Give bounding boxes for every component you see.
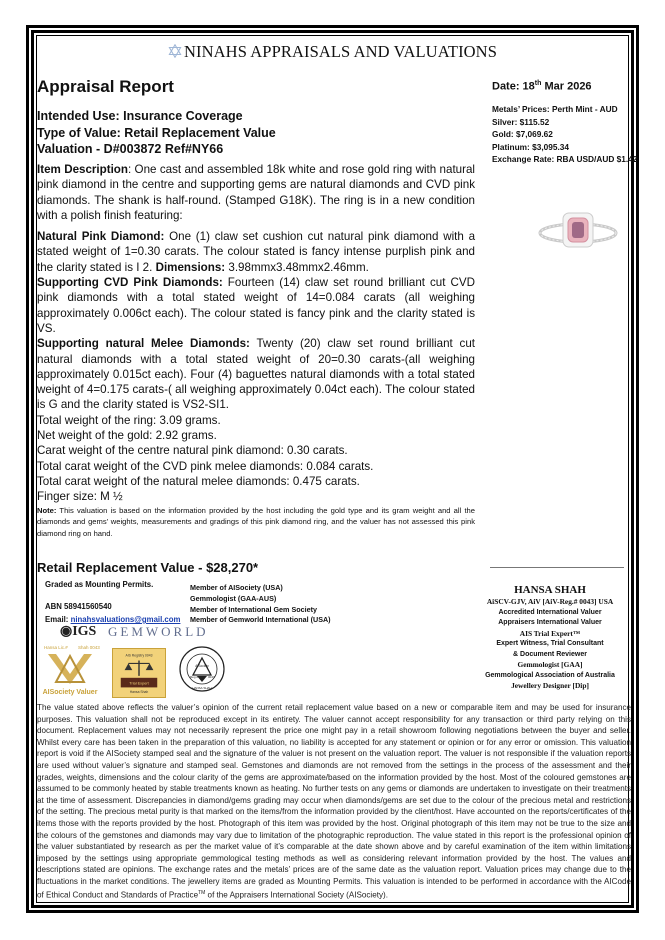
net-gold-weight: Net weight of the gold: 2.92 grams. (37, 429, 217, 443)
brand-name: NINAHS APPRAISALS AND VALUATIONS (184, 42, 497, 61)
membership-item: Member of Gemworld International (USA) (190, 615, 331, 625)
valuer-credentials: AiSCV-GJV, AiV [AiV-Reg.# 0043] USA (486, 597, 614, 606)
metals-prices (492, 103, 637, 166)
membership-item: Gemmologist (GAA-AUS) (190, 593, 277, 603)
gold-price: Gold: $7,069.62 (492, 129, 553, 140)
item-description-para: Item Description: One cast and assembled 18k white and rose gold ring with natural pink diamond in the centre and supporting gems are natural diamonds and CVD pink diamonds. The shank is half-round. (Stamped G18K). The ring is in a new condition with a polish finish featuring: (37, 163, 476, 222)
centre-diamond-weight: Carat weight of the centre natural pink diamond: 0.30 carats. (37, 444, 348, 458)
aisociety-valuer-badge (40, 642, 100, 700)
igs-logo: ◉IGS (60, 624, 97, 639)
intended-use: Intended Use: Insurance Coverage (37, 109, 243, 123)
membership-item: Member of AISociety (USA) (190, 583, 283, 592)
svg-text:AISociety: AISociety (195, 664, 209, 668)
metals-heading: Metals’ Prices: Perth Mint - AUD (492, 104, 618, 114)
date-month-year: Mar 2026 (541, 80, 592, 93)
retail-replacement-value: Retail Replacement Value - $28,270* (37, 560, 259, 575)
type-of-value: Type of Value: Retail Replacement Value (37, 125, 276, 140)
date-day: Date: 18 (492, 80, 535, 93)
note: Note: This valuation is based on the information provided by the host including the gold type and its gram weight and all the diamonds and gems’ weights, measurements and gradings of this pink diamond ring, and the valuer has not assessed this pink diamond ring on hand. (37, 505, 475, 538)
svg-text:AIS Registry 0043: AIS Registry 0043 (125, 653, 153, 658)
brand-header (0, 42, 665, 62)
igs-globe-icon: ◉ (60, 624, 73, 639)
valuer-title: & Document Reviewer (513, 650, 587, 658)
membership-item: Member of International Gem Society (190, 604, 318, 614)
abn-number: ABN 58941560540 (45, 602, 112, 611)
memberships (190, 583, 331, 626)
valuer-title: AIS Trial Expert™ (519, 628, 581, 638)
badge-text: Hansa Lic.# (44, 645, 68, 650)
item-description (37, 162, 475, 539)
report-date (492, 80, 592, 93)
valuation-ref: Valuation - D#003872 Ref#NY66 (37, 142, 224, 156)
valuer-title: Accredited International Valuer (498, 608, 602, 616)
graded-as: Graded as Mounting Permits. (45, 580, 154, 589)
melee-diamonds-para: Supporting natural Melee Diamonds: Twenty (20) claw set round brilliant cut natural diamonds with a total stated weight of 20=0.30 carats-(all weighing approximately 0.015ct each). Four (4) baguettes natural diamonds with a total stated weight of 4=0.175 carats-( all weighing approximately 0.04ct each). The colour stated is G and the clarity stated is VS2-SI1. (37, 337, 475, 412)
valuer-title: Gemmological Association of Australia (485, 671, 615, 679)
svg-text:Reg #: Reg # (190, 675, 199, 679)
exchange-rate: Exchange Rate: RBA USD/AUD $1.42 (492, 154, 638, 165)
badge-text: AISociety Valuer (42, 689, 98, 696)
cvd-diamonds-para: Supporting CVD Pink Diamonds: Fourteen (14) claw set round brilliant cut CVD pink diamonds with a total stated weight of 14=0.084 carats (all weighing approximately 0.006ct each). The colour stated is fancy pink and the clarity stated is VS. (37, 276, 475, 335)
svg-text:HANSA SHAH: HANSA SHAH (192, 686, 212, 690)
report-meta (37, 108, 276, 158)
natural-pink-diamond-para: Natural Pink Diamond: One (1) claw set cushion cut natural pink diamond with a stated weight of 1=0.30 carats. The colour stated is fancy intense purplish pink and the clarity stated is I 2. Dimensions: 3.98mmx3.48mmx2.46mm. (37, 230, 476, 274)
email-line: Email: ninahsvaluations@gmail.com (45, 615, 181, 624)
valuer-name: HANSA SHAH (514, 584, 586, 596)
svg-text:Hansa Shah: Hansa Shah (129, 690, 149, 695)
date-ordinal: th (534, 80, 542, 87)
trial-expert-badge (112, 648, 166, 698)
ring-photo (528, 195, 628, 265)
svg-text:0043: 0043 (208, 675, 215, 679)
platinum-price: Platinum: $3,095.34 (492, 141, 570, 152)
cvd-melee-weight: Total carat weight of the CVD pink melee diamonds: 0.084 carats. (37, 459, 374, 473)
trademark-mark: TM (198, 889, 206, 896)
signature-line (490, 567, 624, 568)
email-link[interactable]: ninahsvaluations@gmail.com (70, 615, 181, 624)
valuer-title: Appraisers International Valuer (498, 619, 602, 626)
svg-text:Trial Expert: Trial Expert (129, 681, 149, 686)
finger-size: Finger size: M ½ (37, 490, 123, 504)
star-of-david-icon (168, 44, 182, 58)
badge-text: Shah 0043 (78, 645, 100, 650)
valuer-title: Gemmologist [GAA] (517, 660, 583, 669)
page-title: Appraisal Report (37, 77, 174, 96)
total-ring-weight: Total weight of the ring: 3.09 grams. (37, 413, 221, 427)
natural-melee-weight: Total carat weight of the natural melee diamonds: 0.475 carats. (37, 474, 360, 488)
scales-of-justice-icon (113, 649, 165, 697)
disclaimer: The value stated above reflects the valuer’s opinion of the current retail replacement value based on a new or comparable item and may be used for insurance purposes. This valuation shall not be reproduced except in its entirety. The valuer cannot accept responsibility for any transaction or third party relying on this document. Replacement values may not necessarily represent the price one might pay in a retail showroom following negotiations between the buyer and seller. Whilst every care has been taken in the preparation of this valuation, no liability is accepted for any statement or opinion or for any error or omission. This valuation report is void if the AISociety stamped seal and the signature of the valuer is not present on the valuation report. The valuer is not responsible if the valuation reports are used without valuer’s signature and stamped seal. Gemstones and diamonds are not removed from the settings in the process of the assessment and their grades, weights, dimensions and the colour clarity of the gems are approximate/based on the information provided by the host. Most of the coloured gemstones are assumed to be commonly heated by stable treatments known as heating. No further tests on any gems or diamonds are undertaken to investigate on their treatments at the time of assessment. Discrepancies in diamond/gems grading may occur when diamonds/gems are set due to the colour of the precious metal and restrictions of the setting. The precious metal purity is that marked on the items/from the information provided by the client/host. Have accounted on the reports/certificates of the items those with the reports provided by the host. Photograph of this item was provided by the host. Original photograph of this item may not be true to the size and the colours of the gemstones and diamonds may vary due to limitation of the photographic reproduction. The value stated in this report is the professional opinion of the valuer substantiated by research as per the market value of it’s comparable at the date shown above and by careful examination of the item within limitations imposed by the settings using appropriate gemmological testing methods as well as considering relevant information provided by the host. The values and descriptions stated are opinions. The exchange rates and the metals’ prices are of the same date as the valuation report. Valuation prices may change due to the fluctuations in the market conditions. The jewellery items are graded as Mounting Permits. This valuation is intended to be performed in accordance with the AICode of Ethical Conduct and Standards of Practice™ of the Appraisers International Society (AISociety). (37, 703, 631, 900)
aisociety-seal (178, 645, 226, 693)
valuer-signature-block (460, 584, 640, 692)
valuer-title: Jewellery Designer [Dip] (511, 681, 589, 690)
silver-price: Silver: $115.52 (492, 116, 550, 127)
gemworld-logo: GEMWORLD (108, 624, 209, 639)
valuer-title: Expert Witness, Trial Consultant (496, 640, 604, 647)
